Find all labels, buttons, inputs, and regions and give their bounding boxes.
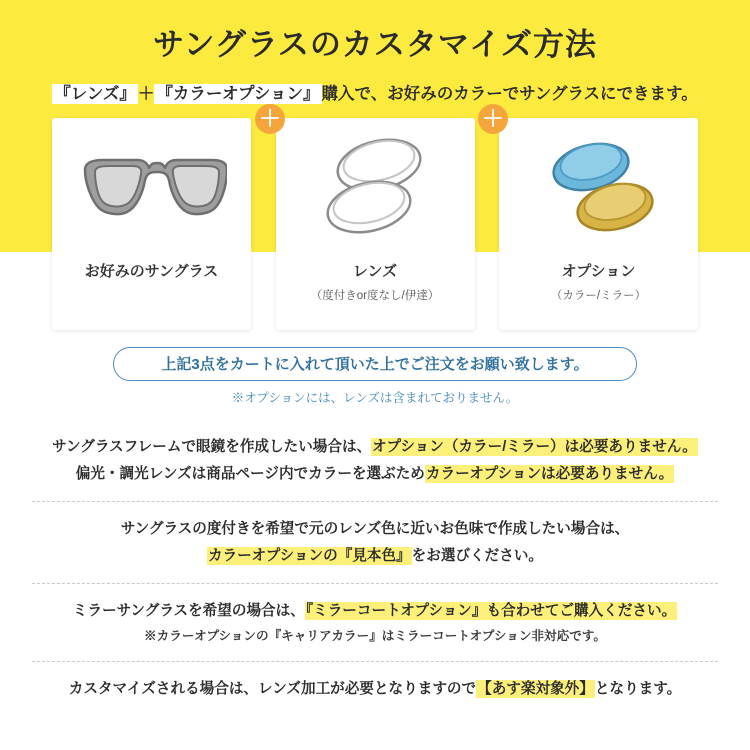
card-sub-lenses: （度付きor度なし/伊達） (310, 290, 440, 302)
note-text: カスタマイズされる場合は、レンズ加工が必要となりますので (68, 681, 477, 698)
subtitle-part-3: 購入で、お好みのカラーでサングラスにできます。 (321, 85, 698, 104)
note-text-highlight: 『ミラーコートオプション』も合わせてご購入ください。 (305, 602, 677, 619)
option-disclaimer: ※オプションには、レンズは含まれておりません。 (231, 391, 519, 405)
page-title: サングラスのカスタマイズ方法 (153, 27, 597, 62)
note-text: 偏光・調光レンズは商品ページ内でカラーを選ぶため (75, 465, 425, 482)
note-line (30, 598, 720, 625)
note-text: ※カラーオプションの『キャリアカラー』はミラーコートオプション非対応です。 (144, 628, 606, 643)
note-text-highlight: カラーオプションは必要ありません。 (425, 465, 674, 482)
order-instruction-banner: 上記3点をカートに入れて頂いた上でご注文をお願い致します。 (113, 347, 637, 381)
note-text-highlight: 【あす楽対象外】 (477, 681, 594, 698)
sunglasses-icon (52, 118, 251, 258)
notes-section (30, 420, 720, 716)
header-content (0, 0, 750, 104)
note-text-highlight: オプション（カラー/ミラー）は必要ありません。 (372, 439, 697, 455)
lenses-icon (276, 118, 475, 258)
note-text: サングラスフレームで眼鏡を作成したい場合は、 (52, 439, 372, 455)
note-text: サングラスの度付きを希望で元のレンズ色に近いお色味で作成したい場合は、 (120, 520, 630, 537)
card-label-color-options: オプション (561, 263, 636, 280)
subtitle-part-1: ＋ (137, 85, 155, 104)
note-line (30, 516, 720, 543)
note-text-highlight: カラーオプションの『見本色』 (207, 547, 411, 564)
card-label-lenses: レンズ (352, 263, 398, 280)
plus-icon-1: ＋ (255, 104, 285, 134)
note-line (30, 434, 720, 461)
subtitle-part-2: 『カラーオプション』 (156, 85, 320, 104)
note-text: となります。 (594, 681, 682, 698)
card-sub-color-options: （カラー/ミラー） (550, 290, 647, 302)
note-block-3 (30, 584, 720, 661)
note-block-1 (30, 420, 720, 501)
note-block-4 (30, 662, 720, 716)
page-subtitle (0, 80, 750, 104)
card-lenses (276, 118, 475, 330)
subtitle-part-0: 『レンズ』 (54, 85, 136, 104)
note-text: をお選びください。 (411, 547, 544, 564)
color-options-icon (499, 118, 698, 258)
note-line-sub (30, 625, 720, 648)
note-line (30, 676, 720, 703)
note-text: ミラーサングラスを希望の場合は、 (72, 602, 305, 619)
product-card-list (52, 118, 698, 330)
plus-icon-2: ＋ (478, 104, 508, 134)
card-label-sunglasses: お好みのサングラス (84, 263, 219, 280)
note-line (30, 461, 720, 488)
note-line (30, 543, 720, 570)
note-block-2 (30, 502, 720, 583)
card-color-options (499, 118, 698, 330)
card-sunglasses (52, 118, 251, 330)
